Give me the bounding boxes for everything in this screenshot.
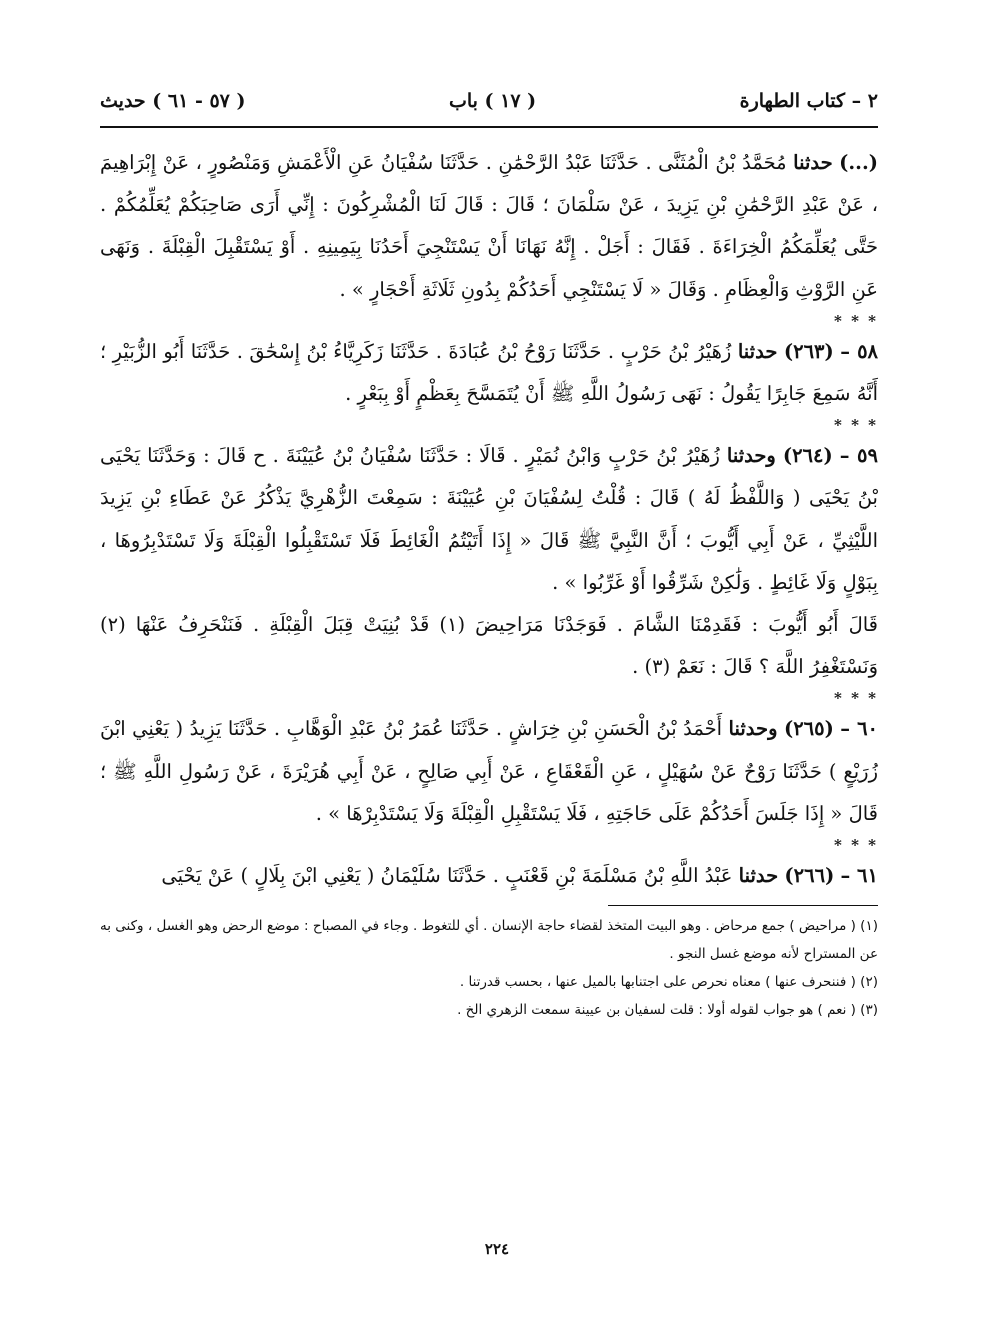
footnote-rule xyxy=(608,905,878,906)
hadith-paragraph xyxy=(100,331,878,415)
hadith-paragraph xyxy=(100,708,878,835)
hadith-ref: (٢٦٦) xyxy=(784,864,835,888)
narration-keyword: حدثنا xyxy=(793,151,833,174)
narration-keyword: وحدثنا xyxy=(726,444,776,468)
hadith-paragraph xyxy=(100,855,878,897)
separator-stars: * * * xyxy=(834,689,878,708)
hadith-ref: (٢٦٥) xyxy=(783,717,834,741)
footnote: (١) ( مراحيض ) جمع مرحاض . وهو البيت المتخذ لقضاء حاجة الإنسان . أي للتغوط . وجاء في المصباح : موضع الرحض وهو الغسل ، وكنى به عن المستراح لأنه موضع غسل النجو . xyxy=(100,918,878,963)
book-title: ٢ – كتاب الطهارة xyxy=(739,90,878,112)
separator-stars: * * * xyxy=(834,416,878,435)
narration-keyword: حدثنا xyxy=(737,339,778,363)
hadith-text: زُهَيْرُ بْنُ حَرْبٍ . حَدَّثَنَا رَوْحُ بْنُ عُبَادَةَ . حَدَّثَنَا زَكَرِيَّاءُ بْنُ إِسْحَٰقَ . حَدَّثَنَا أَبُو الزُّبَيْرِ ؛ أَنَّهُ سَمِعَ جَابِرًا يَقُولُ : نَهَى رَسُولُ اللَّهِ ﷺ أَنْ يُتَمَسَّحَ بِعَظْمٍ أَوْ بِبَعْرٍ . xyxy=(100,339,878,406)
running-header xyxy=(100,90,878,128)
hadith-paragraph xyxy=(100,142,878,311)
main-text xyxy=(100,142,878,897)
hadith-paragraph xyxy=(100,435,878,604)
separator-stars: * * * xyxy=(834,311,878,330)
hadith-text: عَبْدُ اللَّهِ بْنُ مَسْلَمَةَ بْنِ قَعْنَبٍ . حَدَّثَنَا سُلَيْمَانُ ( يَعْنِي ابْنَ بِلَالٍ ) عَنْ يَحْيَى xyxy=(161,864,733,888)
hadith-text: أَحْمَدُ بْنُ الْحَسَنِ بْنِ خِرَاشٍ . حَدَّثَنَا عُمَرُ بْنُ عَبْدِ الْوَهَّابِ . حَدَّثَنَا يَزِيدُ ( يَعْنِي ابْنَ زُرَيْعٍ ) حَدَّثَنَا رَوْحٌ عَنْ سُهَيْلٍ ، عَنِ الْقَعْقَاعِ ، عَنْ أَبِي صَالِحٍ ، عَنْ أَبِي هُرَيْرَةَ ، عَنْ رَسُولِ اللَّهِ ﷺ ؛ قَالَ « إِذَا جَلَسَ أَحَدُكُمْ عَلَى حَاجَتِهِ ، فَلَا يَسْتَقْبِلِ الْقِبْلَةَ وَلَا يَسْتَدْبِرْهَا » . xyxy=(100,717,878,825)
chapter-title: ( ١٧ ) باب xyxy=(448,90,537,112)
narration-keyword: حدثنا xyxy=(738,864,779,888)
hadith-text: قَالَ أَبُو أَيُّوبَ : فَقَدِمْنَا الشَّامَ . فَوَجَدْنَا مَرَاحِيضَ (١) قَدْ بُنِيَتْ قِبَلَ الْقِبْلَةِ . فَنَنْحَرِفُ عَنْهَا (٢) وَنَسْتَغْفِرُ اللَّهَ ؟ قَالَ : نَعَمْ (٣) . xyxy=(100,613,878,679)
book-page xyxy=(100,90,878,1024)
page-number: ٢٢٤ xyxy=(484,1240,510,1258)
hadith-number: ٦٠ – xyxy=(840,717,879,741)
hadith-range: ( ٥٧ - ٦١ ) حديث xyxy=(100,90,246,112)
hadith-number: ٦١ – xyxy=(840,864,878,888)
separator-stars: * * * xyxy=(834,836,878,855)
hadith-ref: (٢٦٤) xyxy=(782,444,833,468)
narration-keyword: وحدثنا xyxy=(728,717,778,741)
hadith-text: زُهَيْرُ بْنُ حَرْبٍ وَابْنُ نُمَيْرٍ . قَالَا : حَدَّثَنَا سُفْيَانُ بْنُ عُيَيْنَةَ . ح قَالَ : وَحَدَّثَنَا يَحْيَى بْنُ يَحْيَى ( وَاللَّفْظُ لَهُ ) قَالَ : قُلْتُ لِسُفْيَانَ بْنِ عُيَيْنَةَ : سَمِعْتَ الزُّهْرِيَّ يَذْكُرُ عَنْ عَطَاءِ بْنِ يَزِيدَ اللَّيْثِيِّ ، عَنْ أَبِي أَيُّوبَ ؛ أَنَّ النَّبِيَّ ﷺ قَالَ « إِذَا أَتَيْتُمُ الْغَائِطَ فَلَا تَسْتَقْبِلُوا الْقِبْلَةَ وَلَا تَسْتَدْبِرُوهَا ، بِبَوْلٍ وَلَا غَائِطٍ . وَلَٰكِنْ شَرِّقُوا أَوْ غَرِّبُوا » . xyxy=(100,444,878,594)
hadith-text: مُحَمَّدُ بْنُ الْمُثَنَّى . حَدَّثَنَا عَبْدُ الرَّحْمَٰنِ . حَدَّثَنَا سُفْيَانُ عَنِ الْأَعْمَشِ وَمَنْصُورٍ ، عَنْ إِبْرَاهِيمَ ، عَنْ عَبْدِ الرَّحْمَٰنِ بْنِ يَزِيدَ ، عَنْ سَلْمَانَ ؛ قَالَ : قَالَ لَنَا الْمُشْرِكُونَ : إِنِّي أَرَى صَاحِبَكُمْ يُعَلِّمُكُمْ . حَتَّى يُعَلِّمَكُمُ الْخِرَاءَةَ . فَقَالَ : أَجَلْ . إِنَّهُ نَهَانَا أَنْ يَسْتَنْجِيَ أَحَدُنَا بِيَمِينِهِ . أَوْ يَسْتَقْبِلَ الْقِبْلَةَ . وَنَهَى عَنِ الرَّوْثِ وَالْعِظَامِ . وَقَالَ « لَا يَسْتَنْجِي أَحَدُكُمْ بِدُونِ ثَلَاثَةِ أَحْجَارٍ » . xyxy=(100,151,878,301)
hadith-number: ٥٩ – xyxy=(839,444,878,468)
footnote: (٣) ( نعم ) هو جواب لقوله أولا : قلت لسفيان بن عيينة سمعت الزهري الخ . xyxy=(457,1002,878,1019)
footnotes xyxy=(100,912,878,1024)
hadith-ref: (...) xyxy=(839,151,878,174)
hadith-paragraph xyxy=(100,604,878,688)
hadith-number: ٥٨ – xyxy=(840,339,879,363)
hadith-ref: (٢٦٣) xyxy=(783,339,834,363)
footnote: (٢) ( فننحرف عنها ) معناه نحرص على اجتنابها بالميل عنها ، بحسب قدرتنا . xyxy=(459,974,878,991)
